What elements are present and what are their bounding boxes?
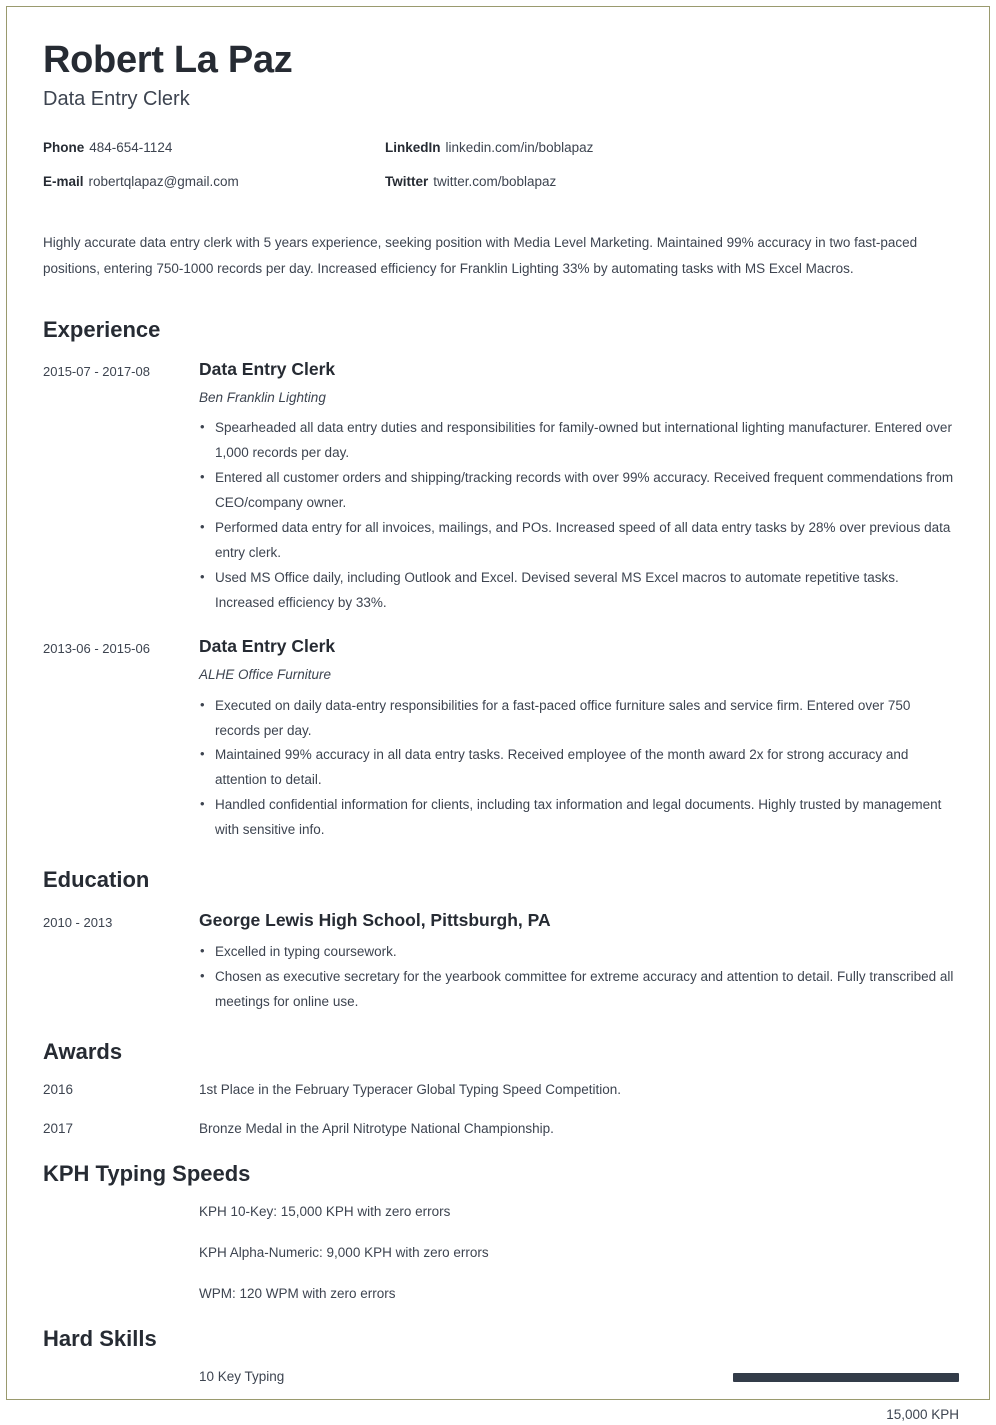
list-item: • Spearheaded all data entry duties and responsibilities for family-owned but international lighting manufacturer. Entered over 1,000 records per day. — [199, 416, 959, 466]
award-description: 1st Place in the February Typeracer Global Typing Speed Competition. — [199, 1081, 621, 1097]
contact-item-twitter — [385, 174, 959, 190]
typing-speed-entry — [43, 1203, 959, 1222]
section-heading-education: Education — [43, 867, 150, 893]
typing-speed-spacer — [43, 1285, 199, 1304]
experience-bullet-list — [199, 416, 959, 616]
award-year: 2017 — [43, 1120, 74, 1136]
list-item: • Executed on daily data-entry responsibilities for a fast-paced office furniture sales and service firm. Entered over 750 records per day. — [199, 694, 959, 744]
experience-dates: 2013-06 - 2015-06 — [43, 641, 150, 657]
skill-progress-track — [733, 1373, 959, 1382]
section-hard-skills — [43, 1326, 959, 1425]
section-education — [43, 867, 959, 1016]
skill-meter-wrap — [733, 1373, 959, 1382]
contact-label-email: E-mail — [43, 173, 84, 189]
contact-value-twitter[interactable]: twitter.com/boblapaz — [433, 173, 557, 189]
section-experience — [43, 317, 959, 846]
award-description: Bronze Medal in the April Nitrotype National Championship. — [199, 1120, 554, 1136]
list-item: • Excelled in typing coursework. — [199, 940, 959, 965]
experience-company: ALHE Office Furniture — [199, 666, 332, 682]
education-body — [199, 910, 959, 1017]
skill-value-label: 15,000 KPH — [886, 1407, 959, 1423]
contact-label-phone: Phone — [43, 139, 85, 155]
section-heading-hard-skills: Hard Skills — [43, 1325, 157, 1351]
contact-label-twitter: Twitter — [385, 173, 429, 189]
experience-entry — [43, 636, 959, 845]
education-entry — [43, 910, 959, 1017]
experience-entry — [43, 359, 959, 618]
page-title: Robert La Paz — [43, 39, 293, 81]
skill-value-row — [43, 1393, 959, 1425]
experience-bullet-list — [199, 694, 959, 844]
contact-info-grid — [43, 140, 959, 190]
experience-dates: 2015-07 - 2017-08 — [43, 363, 150, 379]
section-heading-experience: Experience — [43, 316, 161, 342]
education-bullet-list — [199, 940, 959, 1015]
skill-entry — [43, 1368, 959, 1387]
section-heading-awards: Awards — [43, 1038, 123, 1064]
resume-page — [7, 7, 989, 1423]
resume-page-frame — [6, 6, 990, 1423]
list-item: • Chosen as executive secretary for the yearbook committee for extreme accuracy and attention to detail. Fully transcribed all meetings for online use. — [199, 965, 959, 1015]
award-entry — [43, 1120, 959, 1139]
typing-speed-spacer — [43, 1244, 199, 1263]
typing-speed-text: WPM: 120 WPM with zero errors — [199, 1285, 396, 1301]
list-item: • Performed data entry for all invoices, mailings, and POs. Increased speed of all data entry tasks by 28% over previous data entry clerk. — [199, 516, 959, 566]
section-heading-kph-typing-speeds: KPH Typing Speeds — [43, 1160, 251, 1186]
professional-summary: Highly accurate data entry clerk with 5 years experience, seeking position with Media Level Marketing. Maintained 99% accuracy in two fast-paced positions, entering 750-1000 records per day. Increased efficiency for Franklin Lighting 33% by automating tasks with MS Excel Macros. — [43, 234, 918, 277]
skill-progress-fill — [733, 1373, 959, 1382]
contact-value-linkedin[interactable]: linkedin.com/in/boblapaz — [445, 139, 594, 155]
contact-label-linkedin: LinkedIn — [385, 139, 441, 155]
skill-name: 10 Key Typing — [199, 1369, 285, 1385]
section-awards — [43, 1039, 959, 1139]
experience-body — [199, 636, 959, 845]
experience-company: Ben Franklin Lighting — [199, 389, 326, 405]
experience-body — [199, 359, 959, 618]
typing-speed-spacer — [43, 1203, 199, 1222]
typing-speed-text: KPH 10-Key: 15,000 KPH with zero errors — [199, 1204, 451, 1220]
experience-job-title: Data Entry Clerk — [199, 358, 336, 379]
award-entry — [43, 1081, 959, 1100]
list-item: • Used MS Office daily, including Outlook and Excel. Devised several MS Excel macros to automate repetitive tasks. Increased efficiency by 33%. — [199, 566, 959, 616]
job-title-subtitle: Data Entry Clerk — [43, 87, 190, 110]
typing-speed-text: KPH Alpha-Numeric: 9,000 KPH with zero errors — [199, 1244, 489, 1260]
contact-value-phone: 484-654-1124 — [89, 139, 173, 155]
typing-speed-entry — [43, 1244, 959, 1263]
typing-speed-entry — [43, 1285, 959, 1304]
education-dates: 2010 - 2013 — [43, 914, 113, 930]
education-school: George Lewis High School, Pittsburgh, PA — [199, 909, 551, 930]
contact-item-linkedin — [385, 140, 959, 156]
skill-value-wrap — [733, 1393, 959, 1425]
list-item: • Handled confidential information for clients, including tax information and legal documents. Highly trusted by management with sensitive info. — [199, 793, 959, 843]
contact-value-email[interactable]: robertqlapaz@gmail.com — [88, 173, 239, 189]
contact-item-phone — [43, 140, 385, 156]
experience-job-title: Data Entry Clerk — [199, 636, 336, 657]
list-item: • Entered all customer orders and shipping/tracking records with over 99% accuracy. Received frequent commendations from CEO/company owner. — [199, 466, 959, 516]
award-year: 2016 — [43, 1081, 74, 1097]
section-kph-typing-speeds — [43, 1161, 959, 1304]
contact-item-email — [43, 174, 385, 190]
list-item: • Maintained 99% accuracy in all data entry tasks. Received employee of the month award 2x for strong accuracy and attention to detail. — [199, 743, 959, 793]
